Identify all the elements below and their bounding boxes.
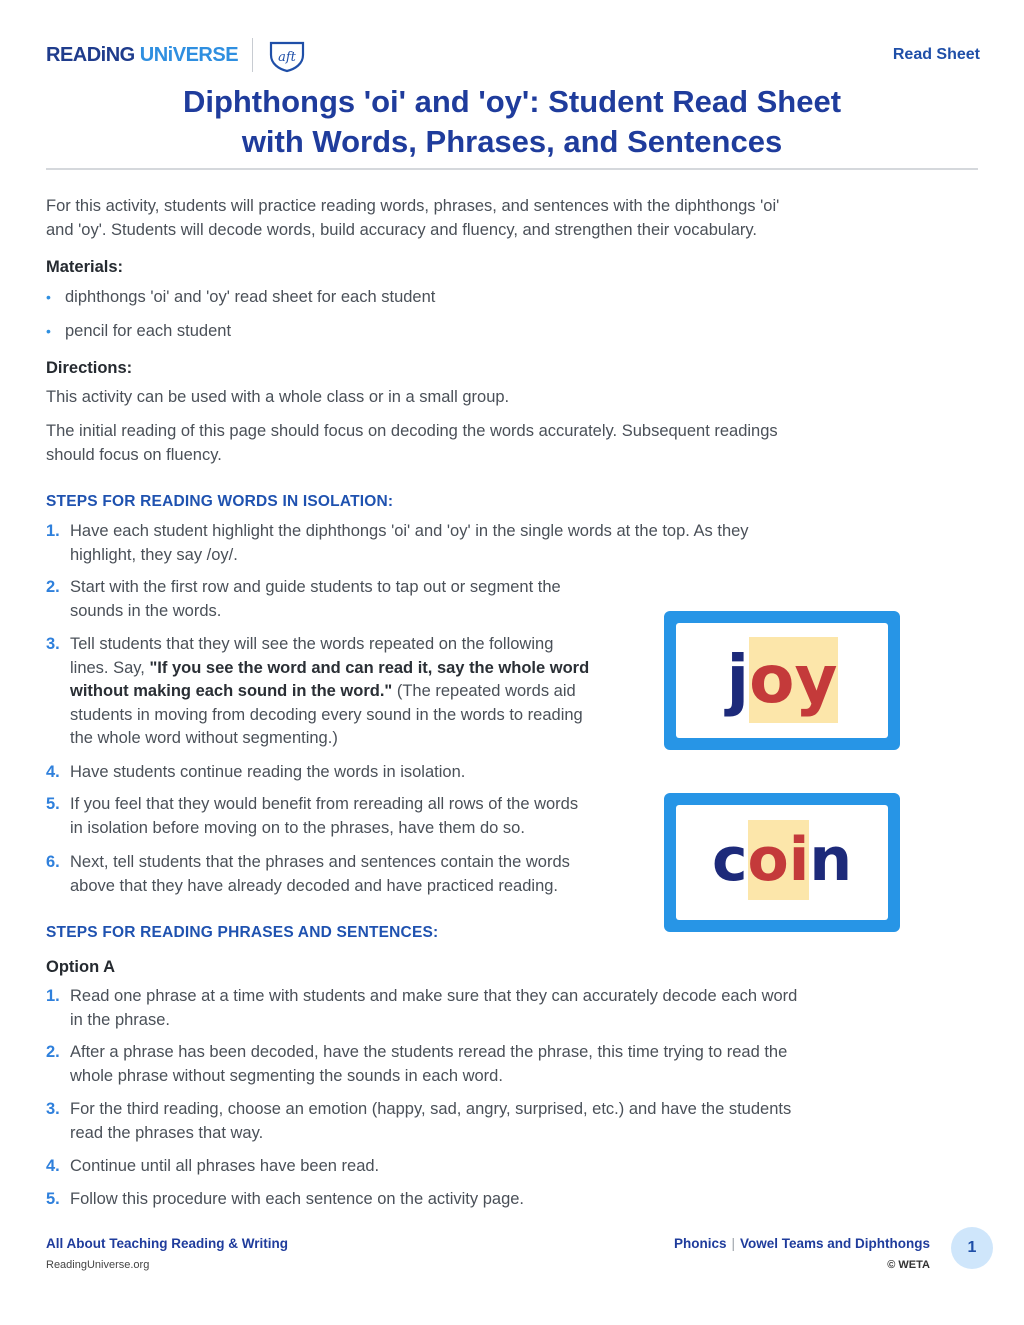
logo-reading: READiNG [46, 43, 135, 66]
step-line: Start with the first row and guide students to tap out or segment the [70, 578, 561, 596]
list-item [46, 761, 465, 785]
list-item [46, 576, 561, 623]
footer-categories [674, 1236, 930, 1251]
step-quote: without making each sound in the word." [70, 682, 393, 700]
step-number: 5. [46, 1190, 60, 1208]
list-item [46, 520, 749, 567]
materials-heading: Materials: [46, 258, 124, 276]
logo-universe: UNiVERSE [139, 43, 239, 66]
list-item: • diphthongs 'oi' and 'oy' read sheet for each student [46, 286, 435, 320]
intro-line-2: and 'oy'. Students will decode words, build accuracy and fluency, and strengthen their vocabulary. [46, 221, 758, 239]
step-number: 3. [46, 1100, 60, 1118]
list-item [46, 851, 570, 898]
directions-paragraph-2 [46, 419, 778, 467]
list-item [46, 1041, 787, 1088]
card-diphthong: oi [748, 820, 810, 900]
step-number: 4. [46, 1157, 60, 1175]
aft-logo-text: aft [278, 50, 296, 65]
step-line: students in moving from decoding every sound in the words to reading [70, 705, 583, 724]
card-letters: n [809, 825, 853, 895]
list-item [46, 1188, 524, 1212]
step-line: Tell students that they will see the words repeated on the following [70, 635, 554, 653]
step-line: the whole word without segmenting.) [70, 729, 338, 747]
footer-category: Phonics [673, 1236, 727, 1251]
list-item [46, 1155, 379, 1179]
step-text [70, 851, 570, 898]
step-text [70, 1155, 379, 1179]
card-letters: j [726, 641, 750, 718]
step-number: 1. [46, 522, 60, 540]
step-line: After a phrase has been decoded, have the students reread the phrase, this time trying to read the [70, 1043, 788, 1061]
page-title [46, 82, 978, 162]
footer-separator: | [731, 1236, 735, 1251]
step-text [70, 793, 578, 840]
step-line: in the phrase. [70, 1010, 170, 1029]
list-item [46, 793, 578, 840]
step-number: 4. [46, 763, 60, 781]
footer-url: ReadingUniverse.org [46, 1259, 150, 1271]
step-text [70, 985, 797, 1032]
list-item [46, 633, 589, 751]
step-line: Have students continue reading the words in isolation. [70, 763, 466, 781]
directions-p2-line-1: The initial reading of this page should focus on decoding the words accurately. Subsequent readings [46, 422, 778, 440]
footer-copyright: © WETA [887, 1259, 930, 1271]
word-card-joy [664, 611, 900, 750]
step-text [70, 633, 589, 751]
list-item [46, 985, 797, 1032]
step-line: If you feel that they would benefit from rereading all rows of the words [70, 795, 579, 813]
word-card-face [676, 805, 888, 920]
card-word [676, 820, 888, 900]
step-line: Follow this procedure with each sentence on the activity page. [70, 1190, 525, 1208]
materials-list [46, 286, 435, 354]
step-line: in isolation before moving on to the phrases, have them do so. [70, 818, 525, 837]
intro-line-1: For this activity, students will practice reading words, phrases, and sentences with the diphthongs 'oi' [46, 197, 780, 215]
step-quote: "If you see the word and can read it, say the whole word [149, 658, 590, 677]
isolation-heading: STEPS FOR READING WORDS IN ISOLATION: [46, 493, 394, 510]
intro-paragraph [46, 194, 779, 242]
step-line: Have each student highlight the diphthongs 'oi' and 'oy' in the single words at the top. As they [70, 522, 749, 540]
step-line: Read one phrase at a time with students and make sure that they can accurately decode each word [70, 987, 798, 1005]
doc-type-label: Read Sheet [892, 46, 980, 63]
step-line: For the third reading, choose an emotion (happy, sad, angry, surprised, etc.) and have the students [70, 1100, 792, 1118]
option-heading: Option A [46, 958, 116, 976]
step-line: Next, tell students that the phrases and sentences contain the words [70, 853, 570, 871]
footer-series-title: All About Teaching Reading & Writing [46, 1236, 288, 1251]
step-line: sounds in the words. [70, 601, 222, 620]
step-text-plain: (The repeated words aid [392, 682, 576, 700]
phrases-heading: STEPS FOR READING PHRASES AND SENTENCES: [46, 924, 439, 941]
step-line: read the phrases that way. [70, 1123, 264, 1142]
step-line: highlight, they say /oy/. [70, 545, 238, 564]
reading-universe-logo [46, 36, 307, 74]
aft-logo-icon [267, 37, 307, 73]
card-letters: c [711, 825, 748, 895]
list-item [46, 1098, 791, 1145]
title-divider [46, 168, 978, 170]
step-text [70, 520, 749, 567]
step-text [70, 761, 465, 785]
logo-divider [252, 38, 253, 72]
step-number: 1. [46, 987, 60, 1005]
card-diphthong: oy [749, 637, 837, 723]
step-text [70, 1041, 787, 1088]
step-number: 5. [46, 795, 60, 813]
step-number: 6. [46, 853, 60, 871]
step-line: whole phrase without segmenting the sounds in each word. [70, 1066, 503, 1085]
directions-heading: Directions: [46, 359, 133, 377]
step-text-plain: lines. Say, [70, 658, 150, 677]
word-card-face [676, 623, 888, 738]
step-text [70, 1098, 791, 1145]
step-number: 2. [46, 1043, 60, 1061]
step-line [70, 657, 589, 681]
list-item: • pencil for each student [46, 320, 435, 354]
card-word [676, 637, 888, 723]
directions-p2-line-2: should focus on fluency. [46, 446, 222, 464]
step-number: 2. [46, 578, 60, 596]
page-number-badge: 1 [951, 1227, 993, 1269]
title-line-2: with Words, Phrases, and Sentences [241, 124, 783, 159]
footer-category: Vowel Teams and Diphthongs [739, 1236, 930, 1251]
logo-text [46, 44, 238, 67]
word-card-coin [664, 793, 900, 932]
directions-paragraph-1: This activity can be used with a whole class or in a small group. [46, 388, 510, 406]
step-line: Continue until all phrases have been read. [70, 1157, 380, 1175]
step-line [70, 680, 589, 704]
step-line: above that they have already decoded and have practiced reading. [70, 876, 559, 895]
title-line-1: Diphthongs 'oi' and 'oy': Student Read Sheet [182, 84, 842, 119]
step-text [70, 576, 561, 623]
step-number: 3. [46, 635, 60, 653]
step-text [70, 1188, 524, 1212]
